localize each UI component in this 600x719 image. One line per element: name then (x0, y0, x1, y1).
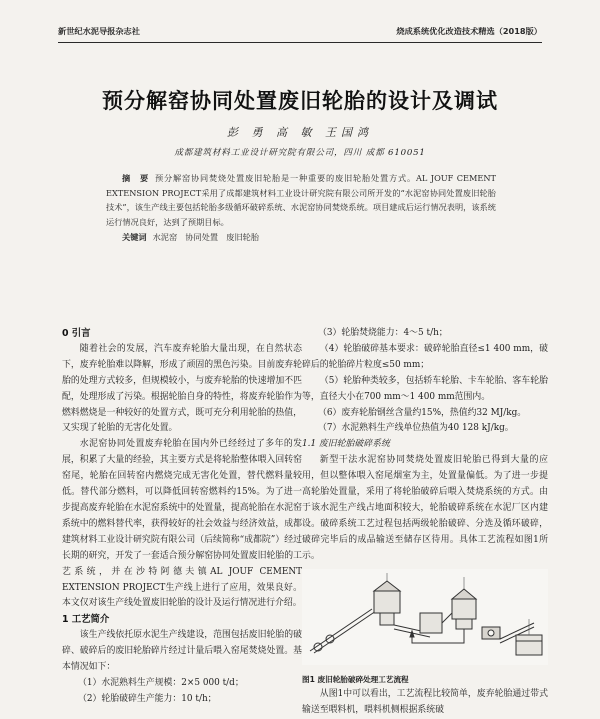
list-item: （5）轮胎种类较多，包括轿车轮胎、卡车轮胎、客车轮胎等，直径大小在700 mm～1 400 mm范围内。 (302, 375, 548, 402)
abstract-block (106, 171, 496, 245)
collection-name: 烧成系统优化改造技术精选（2018版） (396, 26, 542, 36)
affiliation: 成都建筑材料工业设计研究院有限公司，四川 成都 610051 (174, 148, 426, 158)
magnetic-separator (482, 627, 500, 639)
list-item: （7）水泥熟料生产线单位热值为40 128 kJ/kg。 (318, 423, 514, 434)
header-rule (58, 42, 542, 43)
left-column (62, 326, 302, 708)
keywords-label: 关键词 (122, 232, 147, 243)
paragraph: 从图1中可以看出，工艺流程比较简单，废弃轮胎通过带式输送至喂料机，喂料机侧根据系统破 (302, 689, 548, 716)
section-heading-process: 1 工艺简介 (62, 614, 110, 626)
figure-caption: 图1 废旧轮胎破碎处理工艺流程 (302, 674, 409, 684)
keywords (106, 230, 496, 245)
list-item: （4）轮胎破碎基本要求：破碎轮胎直径≤1 400 mm，破碎后的轮胎碎片粒度≤50 mm； (302, 343, 548, 370)
section-heading-intro: 0 引言 (62, 328, 91, 339)
keywords-text: 水泥窑 协同处置 废旧轮胎 (152, 232, 260, 243)
right-column (302, 326, 548, 719)
journal-name: 新世纪水泥导报杂志社 (58, 26, 140, 36)
list-item: （1）水泥熟料生产规模：2×5 000 t/d； (78, 677, 244, 688)
list-item: （3）轮胎焚烧能力：4～5 t/h； (318, 328, 448, 338)
subsection-heading: 1.1 废旧轮胎破碎系统 (302, 439, 390, 450)
paragraph: 新型干法水泥窑协同焚烧处置废旧轮胎已得到大量的应用，但以整体喂入窑尾烟室为主，处置量偏低。为了进一步提高轮胎处置量，采用了将轮胎破碎后喂入焚烧系统的方式。由于该水泥生产线占地面积较大，轮胎破碎系统在水泥厂区内建设。破碎系统工艺过程包括两级轮胎破碎、分选及循环破碎，破碎完毕后的成品输送至储存区待用。具体工艺流程如图1所示。 (302, 455, 548, 561)
paragraph: 该生产线依托原水泥生产线建设，范围包括废旧轮胎的破碎、破碎后的废旧轮胎碎片经过计量后喂入窑尾焚烧处置。基本情况如下： (62, 630, 302, 673)
list-item: （2）轮胎破碎生产能力：10 t/h； (78, 693, 217, 704)
process-flow-diagram (302, 569, 548, 665)
paragraph: 水泥窑协同处置废弃轮胎在国内外已经经过了多年的发展，积累了大量的经验，其主要方式是将轮胎整体喂入回转窑窑尾，轮胎在回转窑内燃烧完成无害化处置，替代燃料量较低。替代部分燃料，可以降低回转窑燃料约15%。为了进一步提高废弃轮胎在水泥窑系统中的处置量，提高轮胎在水泥窑系统中的燃料替代率，获得较好的社会效益与经济效益，成都建筑材料工业设计研究院有限公司（后续简称“成都院”）经过长期的研究，开发了一套适合预分解窑协同处置废旧轮胎的工艺系统，并在沙特阿德夫镇AL JOUF CEMENT EXTENSION PROJECT生产线上进行了应用，效果良好。本文仅对该生产线处置废旧轮胎的设计及运行情况进行介绍。 (62, 439, 302, 609)
paper-title: 预分解窑协同处置废旧轮胎的设计及调试 (102, 89, 498, 113)
running-header (58, 24, 542, 42)
abstract (106, 171, 496, 229)
paragraph: 随着社会的发展，汽车废弃轮胎大量出现，在自然状态下，废弃轮胎难以降解，形成了顽固的黑色污染。目前废弃轮胎的处理方式较多，但规模较小，与废弃轮胎的快速增加不匹配，处理形成了污染。根据轮胎自身的特性，将废弃轮胎作为燃料燃烧是一种较好的处置方式，既可充分利用轮胎的热值，又实现了轮胎的无害化处置。 (62, 343, 302, 434)
abstract-text: 预分解窑协同焚烧处置废旧轮胎是一种重要的废旧轮胎处置方式。AL JOUF CEMENT EXTENSION PROJECT采用了成都建筑材料工业设计研究院有限公司所开发的“水泥窑协同处置废旧轮胎技术”，该生产线主要包括轮胎多级循环破碎系统、水泥窑协同焚烧系统。项目建成后运行情况表明，该系统运行情况良好，达到了预期目标。 (106, 173, 496, 227)
authors: 彭 勇 高 敏 王国鸿 (227, 126, 373, 139)
abstract-label: 摘 要 (122, 173, 150, 183)
list-item: （6）废弃轮胎钢丝含量约15%，热值约32 MJ/kg。 (318, 407, 527, 418)
